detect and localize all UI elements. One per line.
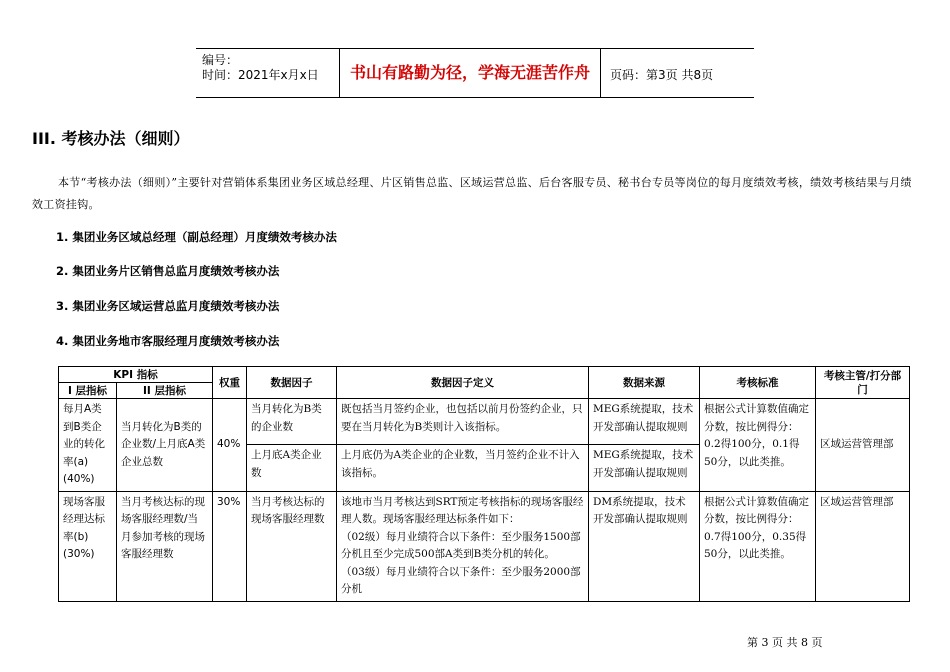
header-meta	[196, 49, 339, 97]
row2-level1: 现场客服经理达标率(b)(30%)	[59, 491, 117, 601]
header-motto: 书山有路勤为径，学海无涯苦作舟	[339, 49, 601, 97]
header-level1: I 层指标	[59, 383, 117, 399]
list-item-2: 2. 集团业务片区销售总监月度绩效考核办法	[56, 264, 280, 278]
row2-definition-line-2: （02级）每月业绩符合以下条件：至少服务1500部分机且至少完成500部A类到B类分机的转化。	[341, 530, 581, 560]
number-label: 编号：	[202, 53, 239, 67]
header-page-label: 页码：第3页 共8页	[610, 68, 714, 82]
row1-source2: MEG系统提取，技术开发部确认提取规则	[589, 445, 700, 491]
row1-source1: MEG系统提取，技术开发部确认提取规则	[589, 399, 700, 445]
row1-level2: 当月转化为B类的企业数/上月底A类企业总数	[117, 399, 213, 492]
header-definition: 数据因子定义	[337, 367, 589, 399]
row1-factor1: 当月转化为B类的企业数	[247, 399, 337, 445]
kpi-table	[58, 366, 910, 602]
header-standard: 考核标准	[700, 367, 816, 399]
section-title: III. 考核办法（细则）	[32, 129, 190, 148]
row2-standard: 根据公式计算数值确定分数，按比例得分：0.7得100分，0.35得50分，以此类推。	[700, 491, 816, 601]
page-header	[196, 48, 754, 98]
row2-weight: 30%	[213, 491, 247, 601]
row1-level1: 每月A类到B类企业的转化率(a)(40%)	[59, 399, 117, 492]
row1-definition1: 既包括当月签约企业，也包括以前月份签约企业，只要在当月转化为B类则计入该指标。	[337, 399, 589, 445]
page-footer: 第 3 页 共 8 页	[747, 636, 823, 649]
list-item-4: 4. 集团业务地市客服经理月度绩效考核办法	[56, 334, 280, 348]
header-level2: II 层指标	[117, 383, 213, 399]
header-source: 数据来源	[589, 367, 700, 399]
row2-factor: 当月考核达标的现场客服经理数	[247, 491, 337, 601]
list-item-3: 3. 集团业务区域运营总监月度绩效考核办法	[56, 299, 280, 313]
row1-factor2: 上月底A类企业数	[247, 445, 337, 491]
row2-definition	[337, 491, 589, 601]
row1-owner: 区域运营管理部	[816, 399, 910, 492]
row2-definition-line-3: （03级）每月业绩符合以下条件：至少服务2000部分机	[341, 565, 581, 595]
header-factor: 数据因子	[247, 367, 337, 399]
row2-source: DM系统提取，技术开发部确认提取规则	[589, 491, 700, 601]
row1-standard: 根据公式计算数值确定分数，按比例得分：0.2得100分，0.1得50分，以此类推。	[700, 399, 816, 492]
list-item-1: 1. 集团业务区域总经理（副总经理）月度绩效考核办法	[56, 230, 337, 244]
header-kpi: KPI 指标	[59, 367, 213, 383]
row1-weight: 40%	[213, 399, 247, 492]
row2-level2: 当月考核达标的现场客服经理数/当月参加考核的现场客服经理数	[117, 491, 213, 601]
row2-definition-line-1: 该地市当月考核达到SRT预定考核指标的现场客服经理人数。现场客服经理达标条件如下：	[341, 495, 584, 525]
time-label: 时间：2021年x月x日	[202, 68, 319, 82]
row1-definition2: 上月底仍为A类企业的企业数，当月签约企业不计入该指标。	[337, 445, 589, 491]
header-owner: 考核主管/打分部门	[816, 367, 910, 399]
header-weight: 权重	[213, 367, 247, 399]
row2-owner: 区域运营管理部	[816, 491, 910, 601]
intro-paragraph: 本节“考核办法（细则）”主要针对营销体系集团业务区域总经理、片区销售总监、区域运营总监、后台客服专员、秘书台专员等岗位的每月度绩效考核，绩效考核结果与月绩效工资挂钩。	[32, 176, 912, 211]
